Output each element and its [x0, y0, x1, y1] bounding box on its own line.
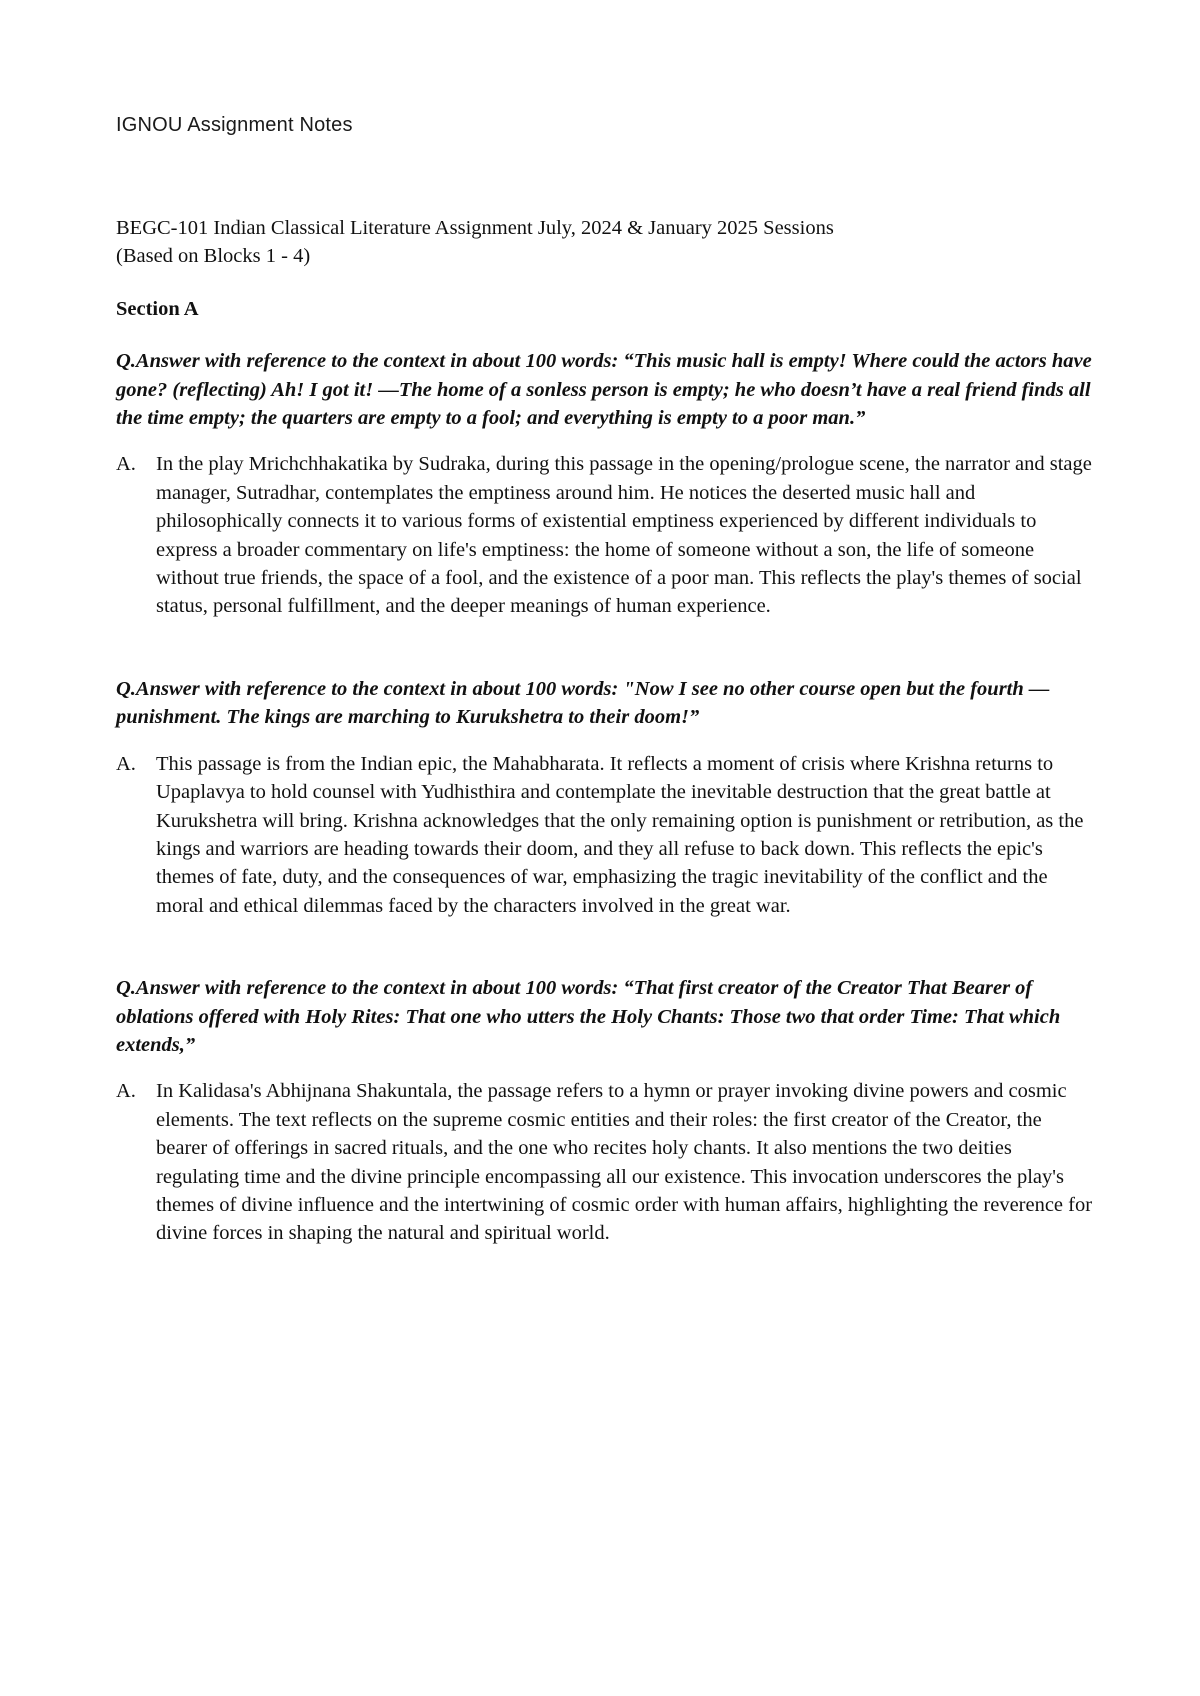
- answer-1: [116, 450, 1096, 620]
- answer-marker-3: A.: [116, 1080, 136, 1103]
- answer-marker-2: A.: [116, 752, 136, 775]
- question-1: Q.Answer with reference to the context in about 100 words: “This music hall is empty! Where could the actors have gone? (reflecting) Ah! I got it! —The home of a sonless person is empty; he who doesn’t have a real friend finds all the time empty; the quarters are empty to a fool; and everything is empty to a poor man.”: [116, 350, 1092, 430]
- answer-text-2: This passage is from the Indian epic, the Mahabharata. It reflects a moment of crisis where Krishna returns to Upaplavya to hold counsel with Yudhisthira and contemplate the inevitable destruction that the great battle at Kurukshetra will bring. Krishna acknowledges that the only remaining option is punishment or retribution, as the kings and warriors are heading towards their doom, and they all refuse to back down. This reflects the epic's themes of fate, duty, and the consequences of war, emphasizing the tragic inevitability of the conflict and the moral and ethical dilemmas faced by the characters involved in the great war.: [156, 752, 1084, 917]
- qa-block-3: [116, 974, 1096, 1248]
- document-content: [116, 214, 1096, 1248]
- qa-block-2: [116, 675, 1096, 920]
- answer-text-1: In the play Mrichchhakatika by Sudraka, during this passage in the opening/prologue scene, the narrator and stage manager, Sutradhar, contemplates the emptiness around him. He notices the deserted music hall and philosophically connects it to various forms of existential emptiness experienced by different individuals to express a broader commentary on life's emptiness: the home of someone without a son, the life of someone without true friends, the space of a fool, and the existence of a poor man. This reflects the play's themes of social status, personal fulfillment, and the deeper meanings of human experience.: [156, 453, 1092, 618]
- answer-marker-1: A.: [116, 453, 136, 476]
- assignment-title: [116, 214, 1096, 271]
- question-3: Q.Answer with reference to the context in about 100 words: “That first creator of the Creator That Bearer of oblations offered with Holy Rites: That one who utters the Holy Chants: Those two that order Time: That which extends,”: [116, 977, 1061, 1056]
- assignment-title-line-2: (Based on Blocks 1 - 4): [116, 245, 311, 268]
- header-note: IGNOU Assignment Notes: [116, 114, 353, 136]
- section-heading: Section A: [116, 297, 199, 320]
- question-2: Q.Answer with reference to the context in about 100 words: "Now I see no other course open but the fourth —punishment. The kings are marching to Kurukshetra to their doom!”: [116, 677, 1050, 729]
- qa-block-1: [116, 347, 1096, 621]
- answer-3: [116, 1077, 1096, 1247]
- answer-text-3: In Kalidasa's Abhijnana Shakuntala, the passage refers to a hymn or prayer invoking divine powers and cosmic elements. The text reflects on the supreme cosmic entities and their roles: the first creator of the Creator, the bearer of offerings in sacred rituals, and the one who recites holy chants. It also mentions the two deities regulating time and the divine principle encompassing all our existence. This invocation underscores the play's themes of divine influence and the intertwining of cosmic order with human affairs, highlighting the reverence for divine forces in shaping the natural and spiritual world.: [156, 1080, 1093, 1245]
- assignment-title-line-1: BEGC-101 Indian Classical Literature Assignment July, 2024 & January 2025 Sessions: [116, 217, 834, 239]
- answer-2: [116, 750, 1096, 920]
